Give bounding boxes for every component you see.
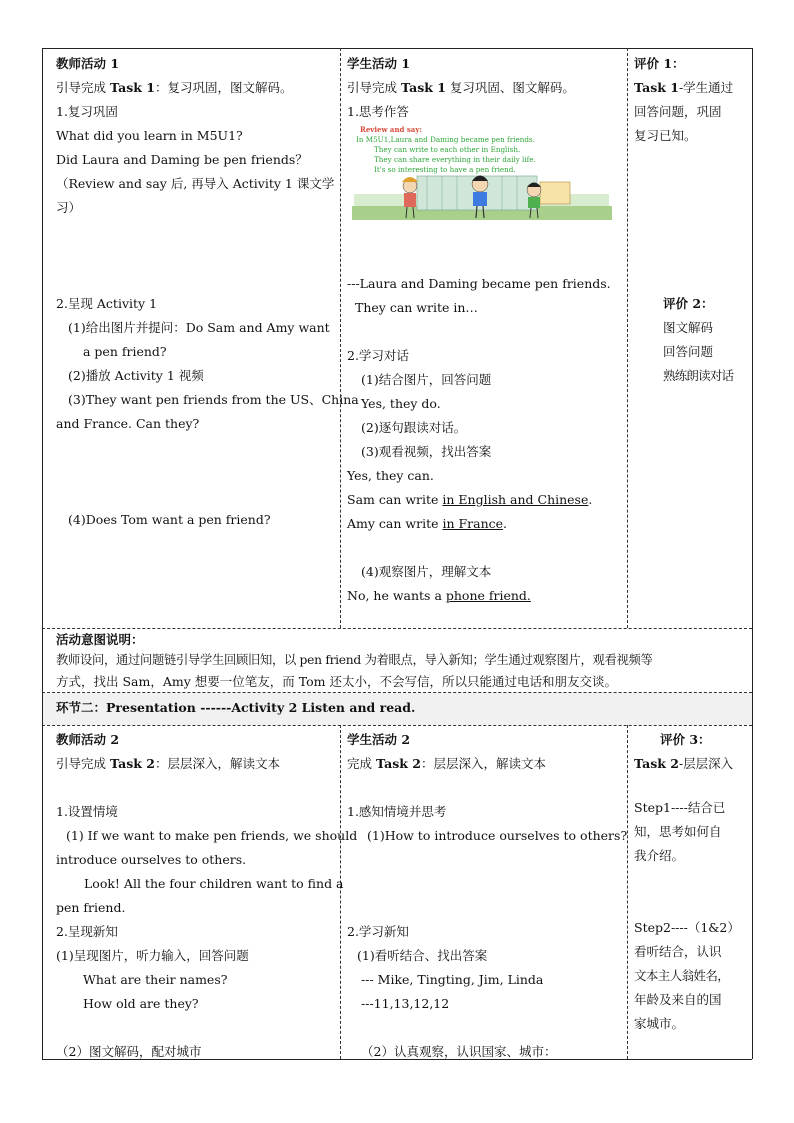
- evaluation-3-step2-d: 年龄及来自的国: [634, 992, 722, 1007]
- evaluation-2-item-2: 回答问题: [663, 344, 714, 359]
- teacher-sub-2: (2)播放 Activity 1 视频: [68, 368, 204, 383]
- teacher-2-p2a: Look! All the four children want to find a: [84, 876, 344, 891]
- teacher-2-step-1: 1.设置情境: [56, 804, 118, 819]
- illus-girl-dress: [404, 193, 416, 207]
- teacher-2-p2b: pen friend.: [56, 900, 126, 915]
- evaluation-3-step2-b: 看听结合，认识: [634, 944, 722, 959]
- pen-friends-illustration: [352, 124, 612, 224]
- student-no-line: No, he wants a phone friend.: [347, 588, 531, 603]
- row-separator-3: [42, 725, 752, 726]
- student-task-2-line: 完成 Task 2：层层深入，解读文本: [347, 756, 546, 771]
- student-observe-section: [347, 560, 625, 608]
- teacher-sub-1a: (1)给出图片并提问：Do Sam and Amy want: [68, 320, 330, 335]
- teacher-2-step-2: 2.呈现新知: [56, 924, 118, 939]
- col-separator-1: [340, 48, 341, 628]
- evaluation-3-step2-c: 文本主人翁姓名，: [634, 968, 730, 983]
- activity-intent-line-1: 教师设问，通过问题链引导学生回顾旧知，以 pen friend 为着眼点，导入新知；学生通过观察图片，观看视频等: [56, 653, 653, 667]
- teacher-2-p1a: (1) If we want to make pen friends, we should: [66, 828, 358, 843]
- evaluation-3-step2-a: Step2----（1&2）: [634, 920, 740, 935]
- student-sub-4: (4)观察图片，理解文本: [361, 564, 492, 579]
- student-sub-2: (2)逐句跟读对话。: [361, 420, 467, 435]
- evaluation-2-title: 评价 2：: [663, 296, 714, 311]
- illus-heading: Review and say:: [360, 125, 422, 134]
- col-separator-4: [627, 725, 628, 1059]
- evaluation-3-spacer: [634, 776, 750, 796]
- student-step-2: 2.学习对话: [347, 348, 409, 363]
- student-2-spacer-3: [347, 896, 625, 920]
- evaluation-2-item-1: 图文解码: [663, 320, 714, 335]
- student-amy-line: Amy can write in France.: [347, 516, 508, 531]
- illus-boy2-shirt: [528, 197, 540, 208]
- student-activity-2: [347, 728, 628, 1064]
- teacher-2-q1: What are their names?: [83, 972, 228, 987]
- student-2-spacer: [347, 776, 625, 800]
- student-answer-2: They can write in…: [355, 300, 478, 315]
- teacher-sub-4: (4)Does Tom want a pen friend?: [68, 512, 271, 527]
- student-activity-1-title: 学生活动 1: [347, 56, 411, 71]
- evaluation-2: [663, 292, 751, 388]
- table-left-border: [42, 48, 43, 1059]
- student-2-p1: (1)How to introduce ourselves to others?: [367, 828, 628, 843]
- teacher-activity-2: [56, 728, 358, 1064]
- teacher-activity-2-title: 教师活动 2: [56, 732, 120, 747]
- illus-line-2: They can write to each other in English.: [374, 145, 521, 154]
- illus-board: [540, 182, 570, 204]
- student-answers-1: [347, 272, 625, 320]
- evaluation-3-step1-b: 知，思考如何自: [634, 824, 722, 839]
- activity-intent: [56, 629, 750, 692]
- teacher-note-line-2: 习）: [56, 200, 82, 215]
- teacher-activity-1-title: 教师活动 1: [56, 56, 120, 71]
- evaluation-2-item-3: 熟练朗读对话: [663, 368, 734, 383]
- evaluation-1-line-1: Task 1-学生通过: [634, 80, 734, 95]
- evaluation-1-title: 评价 1：: [634, 56, 685, 71]
- teacher-2-spacer: [56, 776, 338, 800]
- teacher-2-q2: How old are they?: [83, 996, 199, 1011]
- student-activity-2-title: 学生活动 2: [347, 732, 411, 747]
- student-dialogue-section: [347, 344, 625, 536]
- row-separator-2: [42, 692, 752, 693]
- table-right-border: [752, 48, 753, 1059]
- teacher-question-2: Did Laura and Daming be pen friends？: [56, 152, 308, 167]
- section-2-title: 环节二：Presentation ------Activity 2 Listen and read.: [56, 700, 416, 715]
- student-sam-line: Sam can write in English and Chinese.: [347, 492, 593, 507]
- student-sub-3-answer: Yes, they can.: [347, 468, 434, 483]
- evaluation-1: [634, 52, 750, 148]
- evaluation-3-step1-c: 我介绍。: [634, 848, 685, 863]
- evaluation-1-line-2: 回答问题，巩固: [634, 104, 722, 119]
- student-task-line: 引导完成 Task 1 复习巩固、图文解码。: [347, 80, 575, 95]
- evaluation-1-line-3: 复习已知。: [634, 128, 697, 143]
- teacher-task-2-line: 引导完成 Task 2：层层深入，解读文本: [56, 756, 280, 771]
- teacher-task-line: 引导完成 Task 1：复习巩固，图文解码。: [56, 80, 293, 95]
- teacher-2-p1b: introduce ourselves to others.: [56, 852, 247, 867]
- illus-boy-shirt: [473, 192, 487, 206]
- student-2-spacer-4: [347, 1016, 625, 1040]
- student-2-step-1: 1.感知情境并思考: [347, 804, 447, 819]
- student-sub-1-answer: Yes, they do.: [361, 396, 441, 411]
- evaluation-3: [634, 728, 750, 1036]
- student-sub-1: (1)结合图片，回答问题: [361, 372, 492, 387]
- illus-line-3: They can share everything in their daily life.: [374, 155, 536, 164]
- teacher-sub-3a: (3)They want pen friends from the US、China: [68, 392, 359, 407]
- evaluation-3-step2-e: 家城市。: [634, 1016, 685, 1031]
- student-activity-1: [347, 52, 625, 124]
- student-2-spacer-2: [347, 848, 625, 896]
- student-2-answer-1: --- Mike, Tingting, Jim, Linda: [361, 972, 544, 987]
- teacher-step-1: 1.复习巩固: [56, 104, 118, 119]
- student-answer-1: ---Laura and Daming became pen friends.: [347, 276, 611, 291]
- student-sub-3: (3)观看视频，找出答案: [361, 444, 492, 459]
- table-top-border: [42, 48, 752, 49]
- student-2-answer-2: ---11,13,12,12: [361, 996, 450, 1011]
- teacher-2-spacer-2: [56, 1016, 338, 1040]
- teacher-2-sub-2: （2）图文解码，配对城市: [56, 1044, 202, 1059]
- teacher-step-2: 2.呈现 Activity 1: [56, 296, 158, 311]
- student-2-sub-1: (1)看听结合、找出答案: [357, 948, 488, 963]
- teacher-question-1: What did you learn in M5U1?: [56, 128, 243, 143]
- evaluation-3-title: 评价 3：: [660, 732, 711, 747]
- col-separator-2: [627, 48, 628, 628]
- activity-intent-title: 活动意图说明：: [56, 632, 144, 647]
- student-2-sub-2: （2）认真观察，认识国家、城市：: [361, 1044, 557, 1059]
- evaluation-3-line-1: Task 2-层层深入: [634, 756, 734, 771]
- teacher-sub-3b: and France. Can they?: [56, 416, 200, 431]
- activity-intent-line-2: 方式，找出 Sam，Amy 想要一位笔友，而 Tom 还太小，不会写信，所以只能通过电话和朋友交谈。: [56, 674, 617, 689]
- teacher-note-line-1: （Review and say 后, 再导入 Activity 1 课文学: [56, 176, 335, 191]
- teacher-sub-1b: a pen friend?: [83, 344, 167, 359]
- illus-line-1: In M5U1,Laura and Daming became pen friends.: [356, 135, 535, 144]
- evaluation-3-step1-a: Step1----结合已: [634, 800, 726, 815]
- illus-girl-hair: [402, 177, 418, 182]
- student-step-1: 1.思考作答: [347, 104, 409, 119]
- student-2-step-2: 2.学习新知: [347, 924, 409, 939]
- teacher-activity-1: [56, 52, 338, 220]
- teacher-activity-1-part-2: [56, 292, 359, 436]
- teacher-2-sub-1: (1)呈现图片，听力输入，回答问题: [56, 948, 249, 963]
- evaluation-3-spacer-2: [634, 868, 750, 916]
- illus-line-4: It's so interesting to have a pen friend.: [374, 165, 516, 174]
